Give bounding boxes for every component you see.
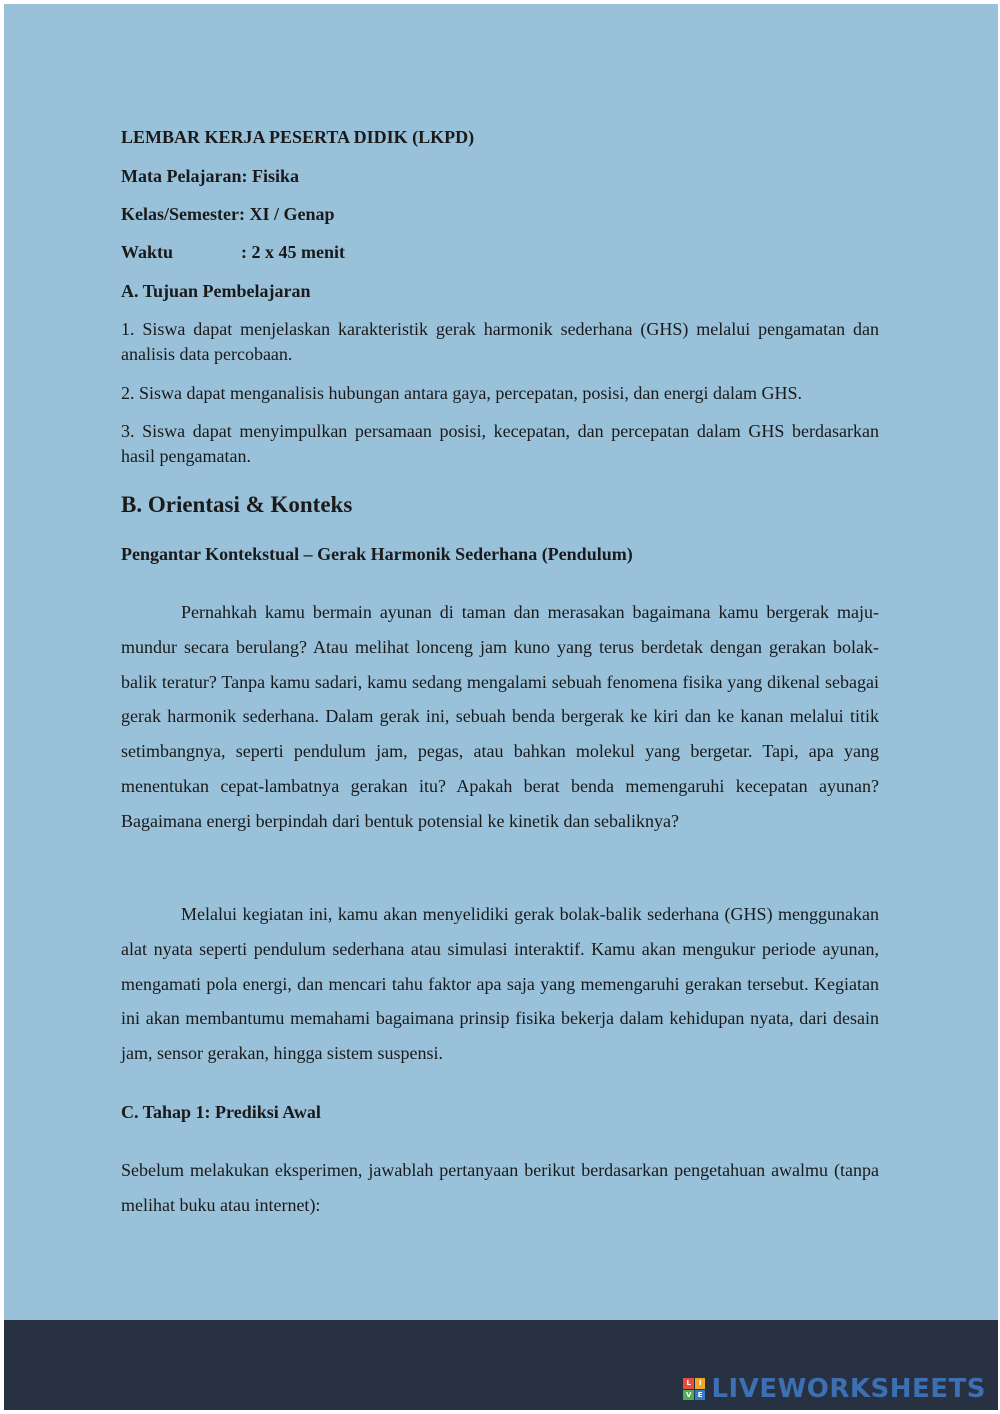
time-value: : 2 x 45 menit [241, 242, 345, 262]
logo-letter-e: E [695, 1390, 706, 1401]
section-b-subheading: Pengantar Kontekstual – Gerak Harmonik Sederhana (Pendulum) [121, 544, 633, 564]
logo-letter-i: I [695, 1378, 706, 1389]
worksheet-title: LEMBAR KERJA PESERTA DIDIK (LKPD) [121, 127, 475, 147]
prediction-instruction: Sebelum melakukan eksperimen, jawablah pertanyaan berikut berdasarkan pengetahuan awalmu (tanpa melihat buku atau internet): [121, 1160, 879, 1215]
section-b-heading: B. Orientasi & Konteks [121, 492, 353, 517]
subject-line: Mata Pelajaran: Fisika [121, 166, 299, 186]
objective-3: 3. Siswa dapat menyimpulkan persamaan posisi, kecepatan, dan percepatan dalam GHS berdasarkan hasil pengamatan. [121, 421, 879, 466]
objective-2: 2. Siswa dapat menganalisis hubungan antara gaya, percepatan, posisi, dan energi dalam GHS. [121, 383, 802, 403]
logo-letter-l: L [683, 1378, 694, 1389]
liveworksheets-brand[interactable] [683, 1374, 986, 1404]
footer-bar [4, 1320, 998, 1410]
section-c-heading: C. Tahap 1: Prediksi Awal [121, 1102, 321, 1122]
time-label: Waktu [121, 242, 174, 262]
time-line [121, 240, 345, 264]
liveworksheets-logo-icon [683, 1378, 705, 1400]
context-paragraph-1: Pernahkah kamu bermain ayunan di taman dan merasakan bagaimana kamu bergerak maju-mundur secara berulang? Atau melihat lonceng jam kuno yang terus berdetak dengan gerakan bolak-balik teratur? Tanpa kamu sadari, kamu sedang mengalami sebuah fenomena fisika yang dikenal sebagai gerak harmonik sederhana. Dalam gerak ini, sebuah benda bergerak ke kiri dan ke kanan melalui titik setimbangnya, seperti pendulum jam, pegas, atau bahkan molekul yang bergetar. Tapi, apa yang menentukan cepat-lambatnya gerakan itu? Apakah berat benda memengaruhi kecepatan ayunan? Bagaimana energi berpindah dari bentuk potensial ke kinetik dan sebaliknya? [121, 602, 879, 831]
objective-1: 1. Siswa dapat menjelaskan karakteristik gerak harmonik sederhana (GHS) melalui pengamatan dan analisis data percobaan. [121, 319, 879, 364]
brand-name: LIVEWORKSHEETS [711, 1374, 986, 1404]
context-paragraph-2: Melalui kegiatan ini, kamu akan menyelidiki gerak bolak-balik sederhana (GHS) menggunakan alat nyata seperti pendulum sederhana atau simulasi interaktif. Kamu akan mengukur periode ayunan, mengamati pola energi, dan mencari tahu faktor apa saja yang memengaruhi gerakan tersebut. Kegiatan ini akan membantumu memahami bagaimana prinsip fisika bekerja dalam kehidupan nyata, dari desain jam, sensor gerakan, hingga sistem suspensi. [121, 904, 879, 1064]
section-a-heading: A. Tujuan Pembelajaran [121, 281, 311, 301]
class-semester-line: Kelas/Semester: XI / Genap [121, 204, 335, 224]
logo-letter-v: V [683, 1390, 694, 1401]
worksheet-page [4, 4, 998, 1320]
